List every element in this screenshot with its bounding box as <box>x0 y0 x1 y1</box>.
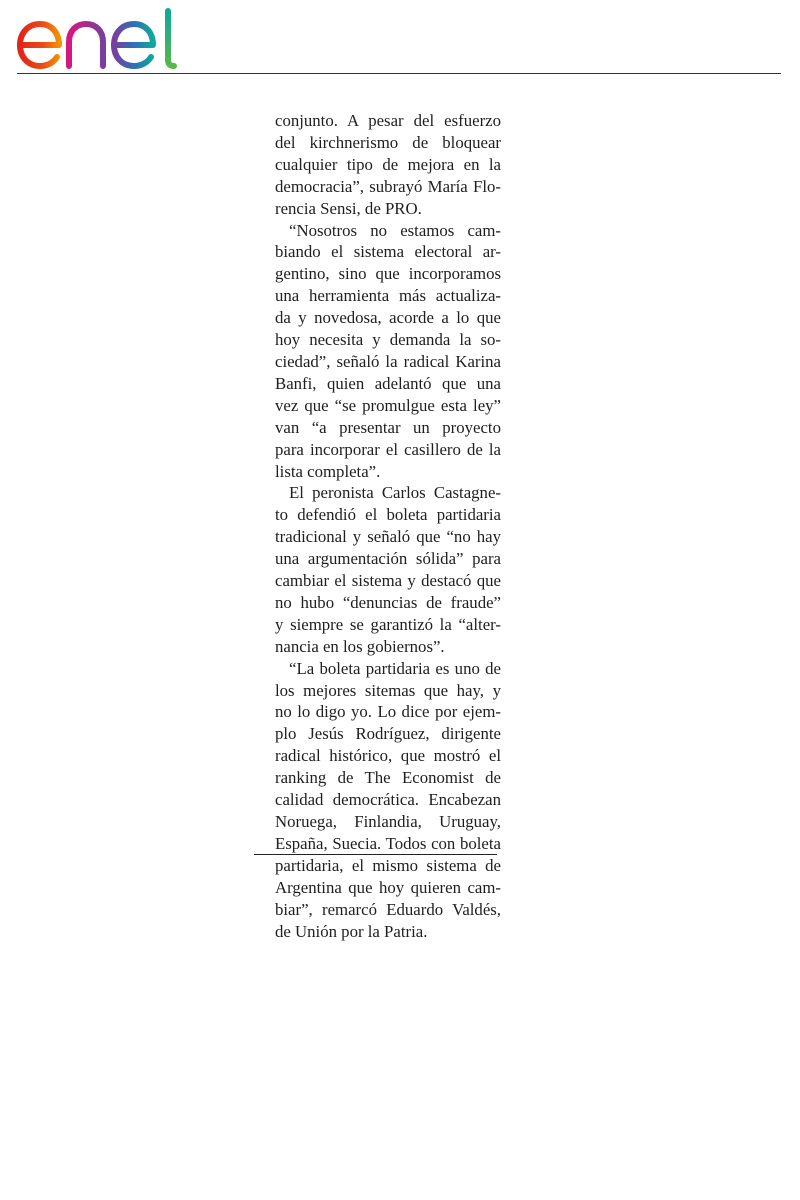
enel-logo-letter-n <box>69 24 103 66</box>
enel-logo-text <box>0 0 1 1</box>
enel-logo <box>16 8 180 70</box>
article-line: plo Jesús Rodríguez, dirigente <box>275 724 501 744</box>
article-column <box>275 110 501 942</box>
article-line: rencia Sensi, de PRO. <box>275 198 422 218</box>
header-divider <box>17 73 781 74</box>
enel-logo-letter-l <box>168 11 174 66</box>
article-line: hoy necesita y demanda la so- <box>275 330 501 350</box>
article-line: no hubo “denuncias de fraude” <box>275 592 501 612</box>
article-line: partidaria, el mismo sistema de <box>275 855 501 875</box>
article-line: una argumentación sólida” para <box>275 549 501 569</box>
article-line: democracia”, subrayó María Flo- <box>275 176 501 196</box>
article-line: de Unión por la Patria. <box>275 921 428 941</box>
article-line: los mejores sitemas que hay, y <box>275 680 501 700</box>
article-line: tradicional y señaló que “no hay <box>275 527 501 547</box>
article-line: da y novedosa, acorde a lo que <box>275 308 501 328</box>
article-line: y siempre se garantizó la “alter- <box>275 614 501 634</box>
article-line: biar”, remarcó Eduardo Valdés, <box>275 899 501 919</box>
article-line: Banfi, quien adelantó que una <box>275 373 501 393</box>
article-line: nancia en los gobiernos”. <box>275 636 445 656</box>
enel-logo-letter-e2 <box>114 24 153 66</box>
article-line: calidad democrática. Encabezan <box>275 790 501 810</box>
article-line: ranking de The Economist de <box>275 768 501 788</box>
article-line: vez que “se promulgue esta ley” <box>275 395 501 415</box>
article-end-divider <box>254 854 497 855</box>
article-line: cualquier tipo de mejora en la <box>275 154 501 174</box>
article-paragraph-3 <box>275 482 501 657</box>
article-line: conjunto. A pesar del esfuerzo <box>275 111 501 130</box>
enel-logo-letter-e <box>20 24 59 66</box>
article-paragraph-4 <box>275 658 501 943</box>
article-line: del kirchnerismo de bloquear <box>275 132 501 152</box>
article-line: Argentina que hoy quieren cam- <box>275 877 501 897</box>
article-line: biando el sistema electoral ar- <box>275 242 501 262</box>
article-line: ciedad”, señaló la radical Karina <box>275 351 501 371</box>
article-line: España, Suecia. Todos con boleta <box>275 833 501 853</box>
article-paragraph-2 <box>275 220 501 483</box>
article-line: Noruega, Finlandia, Uruguay, <box>275 812 501 831</box>
article-line: una herramienta más actualiza- <box>275 286 501 306</box>
article-line: radical histórico, que mostró el <box>275 746 501 766</box>
article-line: gentino, sino que incorporamos <box>275 264 501 284</box>
article-line: para incorporar el casillero de la <box>275 439 501 459</box>
article-line: to defendió el boleta partidaria <box>275 505 501 525</box>
article-line: cambiar el sistema y destacó que <box>275 571 501 591</box>
article-line: lista completa”. <box>275 461 381 481</box>
article-paragraph-1 <box>275 110 501 220</box>
article-line: El peronista Carlos Castagne- <box>289 483 501 503</box>
article-line: “Nosotros no estamos cam- <box>289 220 501 240</box>
article-line: no lo digo yo. Lo dice por ejem- <box>275 702 501 722</box>
article-line: van “a presentar un proyecto <box>275 417 501 437</box>
article-line: “La boleta partidaria es uno de <box>289 658 501 678</box>
